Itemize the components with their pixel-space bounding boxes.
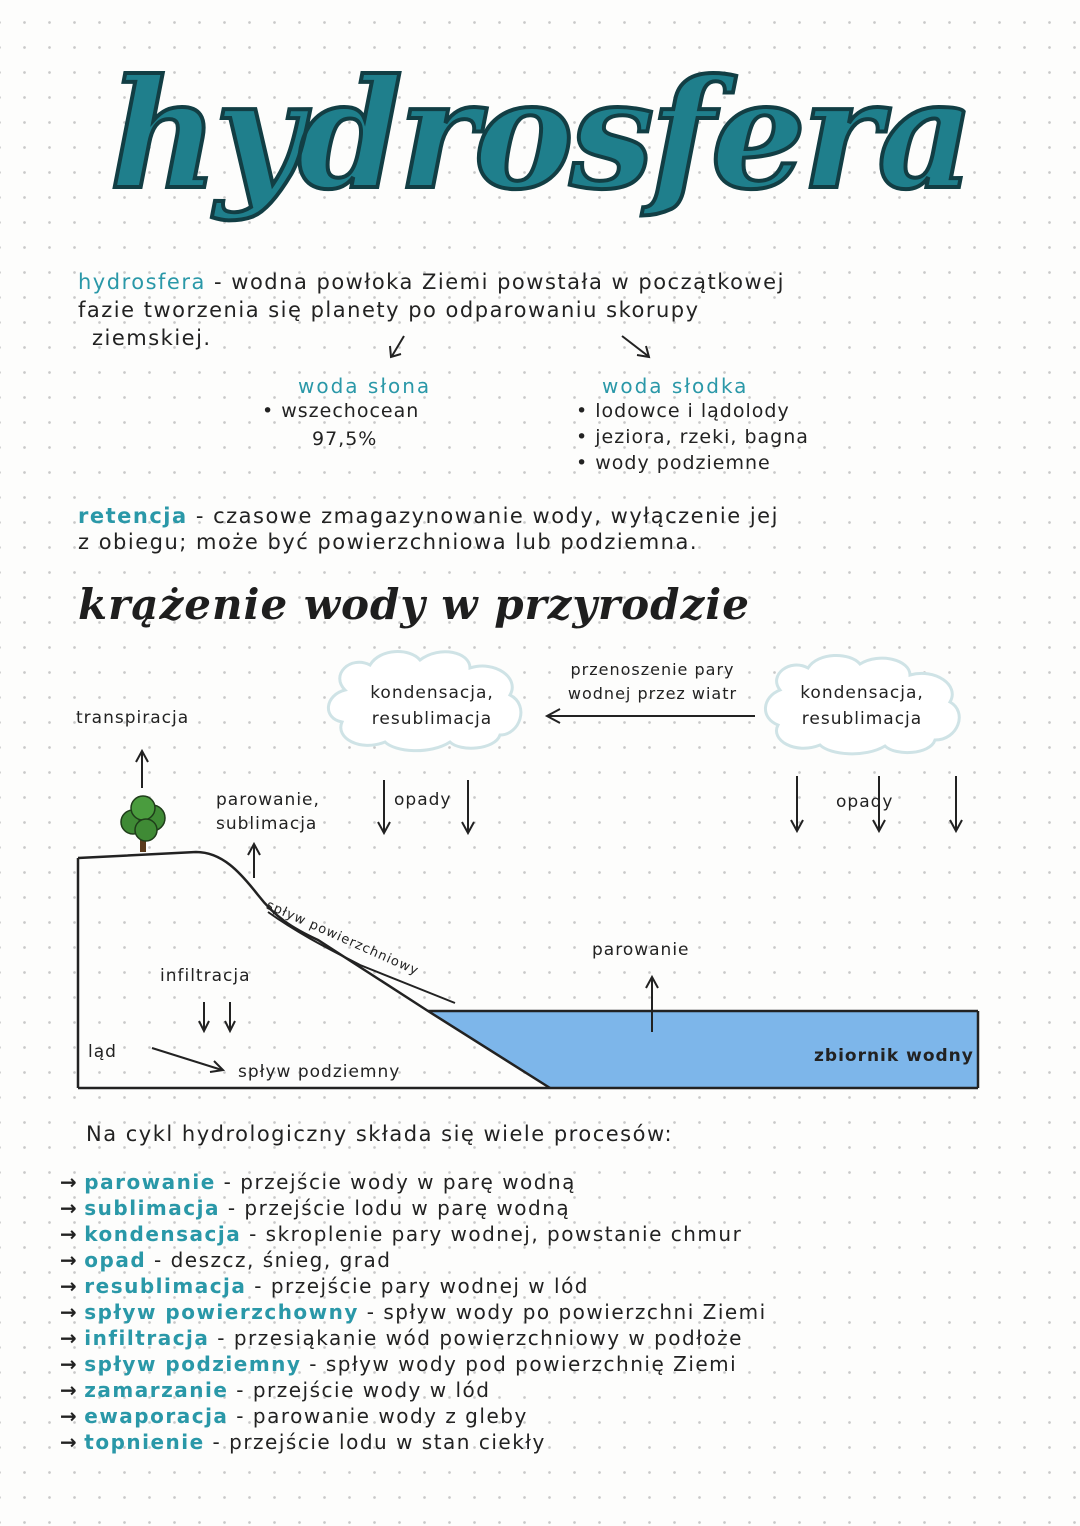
arrow-right-icon: →	[60, 1196, 79, 1220]
arrow-right-icon: →	[60, 1170, 79, 1194]
label-precipitation-left: opady	[394, 790, 452, 810]
arrow-right-icon: →	[60, 1248, 79, 1272]
land-outline	[78, 852, 550, 1088]
salt-water-title: woda słona	[298, 374, 432, 398]
fresh-water-item: • lodowce i lądolody	[576, 400, 790, 422]
cloud-right-line-1: kondensacja,	[800, 683, 924, 703]
label-precipitation-right: opady	[836, 792, 894, 812]
label-infiltration: infiltracja	[160, 966, 251, 986]
fresh-water-item: • jeziora, rzeki, bagna	[576, 426, 809, 448]
arrow-right-icon: →	[60, 1222, 79, 1246]
processes-intro: Na cykl hydrologiczny składa się wiele procesów:	[86, 1122, 674, 1146]
label-water-body: zbiornik wodny	[814, 1046, 974, 1066]
intro-line-2: fazie tworzenia się planety po odparowaniu skorupy	[78, 298, 700, 322]
label-evaporation-sublimation	[216, 788, 320, 836]
label-surface-runoff: spływ powierzchniowy	[263, 898, 422, 979]
cycle-heading: krążenie wody w przyrodzie	[78, 580, 750, 629]
arrow-right-icon: →	[60, 1404, 79, 1428]
fresh-water-item: • wody podziemne	[576, 452, 771, 474]
arrow-right-icon: →	[60, 1430, 79, 1454]
list-item: → topnienie - przejście lodu w stan ciekły	[60, 1430, 546, 1454]
underground-runoff-arrow	[152, 1048, 223, 1072]
arrow-right-icon: →	[60, 1378, 79, 1402]
intro-term: hydrosfera	[78, 270, 206, 294]
arrow-right-icon: →	[60, 1274, 79, 1298]
page-title: hydrosfera	[109, 47, 971, 223]
list-item: → spływ podziemny - spływ wody pod powierzchnię Ziemi	[60, 1352, 738, 1376]
salt-water-item: • wszechocean	[262, 400, 420, 422]
cloud-right-line-2: resublimacja	[801, 709, 923, 729]
label-cloud-right	[782, 680, 942, 732]
label-underground-runoff: spływ podziemny	[238, 1062, 401, 1082]
intro-line-3: ziemskiej.	[92, 326, 212, 350]
list-item: → ewaporacja - parowanie wody z gleby	[60, 1404, 528, 1428]
transpiration-arrow	[136, 751, 148, 788]
list-item: → kondensacja - skroplenie pary wodnej, powstanie chmur	[60, 1222, 743, 1246]
tree-icon	[121, 796, 165, 852]
wind-line-2: wodnej przez wiatr	[567, 684, 738, 703]
list-item: → parowanie - przejście wody w parę wodną	[60, 1170, 576, 1194]
fresh-water-title: woda słodka	[602, 374, 749, 398]
label-wind-transport	[540, 658, 765, 706]
salt-water-percent: 97,5%	[312, 428, 378, 450]
label-transpiration: transpiracja	[76, 708, 190, 728]
infiltration-arrows	[199, 1002, 235, 1031]
arrow-right-icon: →	[60, 1300, 79, 1324]
list-item: → spływ powierzchowny - spływ wody po powierzchni Ziemi	[60, 1300, 767, 1324]
list-item: → zamarzanie - przejście wody w lód	[60, 1378, 491, 1402]
intro-text-1: - wodna powłoka Ziemi powstała w początkowej	[205, 270, 785, 294]
label-evaporation: parowanie	[592, 940, 690, 960]
list-item: → sublimacja - przejście lodu w parę wodną	[60, 1196, 571, 1220]
wind-line-1: przenoszenie pary	[570, 660, 735, 679]
evap-sub-line-1: parowanie,	[216, 790, 320, 810]
arrow-right-icon: →	[60, 1326, 79, 1350]
label-cloud-left	[352, 680, 512, 732]
list-item: → opad - deszcz, śnieg, grad	[60, 1248, 392, 1272]
label-land: ląd	[88, 1042, 117, 1062]
list-item: → resublimacja - przejście pary wodnej w lód	[60, 1274, 590, 1298]
retention-term: retencja	[78, 504, 188, 528]
retention-text-1: - czasowe zmagazynowanie wody, wyłączenie jej	[187, 504, 779, 528]
sublimation-arrow	[248, 844, 260, 878]
cloud-left-line-2: resublimacja	[371, 709, 493, 729]
list-item: → infiltracja - przesiąkanie wód powierzchniowy w podłoże	[60, 1326, 743, 1350]
retention-line-2: z obiegu; może być powierzchniowa lub podziemna.	[78, 530, 698, 554]
arrow-right-icon: →	[60, 1352, 79, 1376]
cloud-left-line-1: kondensacja,	[370, 683, 494, 703]
evap-sub-line-2: sublimacja	[216, 814, 318, 834]
wind-arrow	[547, 709, 755, 723]
